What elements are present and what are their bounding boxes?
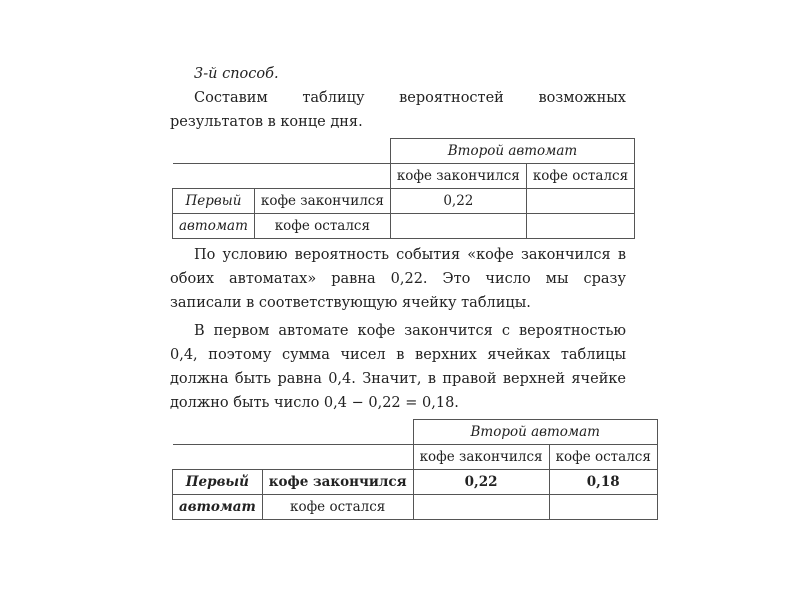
table2-cell-r1c1: 0,22 xyxy=(413,470,549,495)
table1-cell-r1c1: 0,22 xyxy=(390,189,526,214)
table1-second-machine-header: Второй автомат xyxy=(390,139,634,164)
condition-paragraph: По условию вероятность события «кофе закончился в обоих автоматах» равна 0,22. Это число мы сразу записали в соответствующую ячейку таблицы. xyxy=(170,247,626,311)
table1-cell-r2c2 xyxy=(526,214,634,239)
table1-row1-header: кофе закончился xyxy=(254,189,390,214)
document-page xyxy=(170,62,651,520)
table2-corner xyxy=(173,420,414,445)
table2-cell-r2c2 xyxy=(549,495,657,520)
table1-first-machine-label-1: Первый xyxy=(173,189,255,214)
table2-row1-header: кофе закончился xyxy=(262,470,413,495)
method-title: 3-й способ. xyxy=(194,66,279,82)
table2-first-machine-label-1: Первый xyxy=(173,470,263,495)
table1-row2-header: кофе остался xyxy=(254,214,390,239)
table1-col1-header: кофе закончился xyxy=(390,164,526,189)
reasoning-paragraph: В первом автомате кофе закончится с вероятностью 0,4, поэтому сумма чисел в верхних ячейках таблицы должна быть равна 0,4. Значит, в правой верхней ячейке должно быть число 0,4 − 0,22 = 0,18. xyxy=(170,323,626,411)
table2-second-machine-header: Второй автомат xyxy=(413,420,657,445)
table1-first-machine-label-2: автомат xyxy=(173,214,255,239)
table2-col1-header: кофе закончился xyxy=(413,445,549,470)
table1-cell-r2c1 xyxy=(390,214,526,239)
probability-table-2 xyxy=(172,419,658,520)
intro-paragraph: Составим таблицу вероятностей возможных результатов в конце дня. xyxy=(170,90,626,130)
table1-corner-2 xyxy=(173,164,391,189)
table2-cell-r2c1 xyxy=(413,495,549,520)
table2-first-machine-label-2: автомат xyxy=(173,495,263,520)
table1-corner xyxy=(173,139,391,164)
table2-corner-2 xyxy=(173,445,414,470)
table2-cell-r1c2: 0,18 xyxy=(549,470,657,495)
probability-table-1 xyxy=(172,138,635,239)
table2-row2-header: кофе остался xyxy=(262,495,413,520)
table1-cell-r1c2 xyxy=(526,189,634,214)
table2-col2-header: кофе остался xyxy=(549,445,657,470)
table1-col2-header: кофе остался xyxy=(526,164,634,189)
